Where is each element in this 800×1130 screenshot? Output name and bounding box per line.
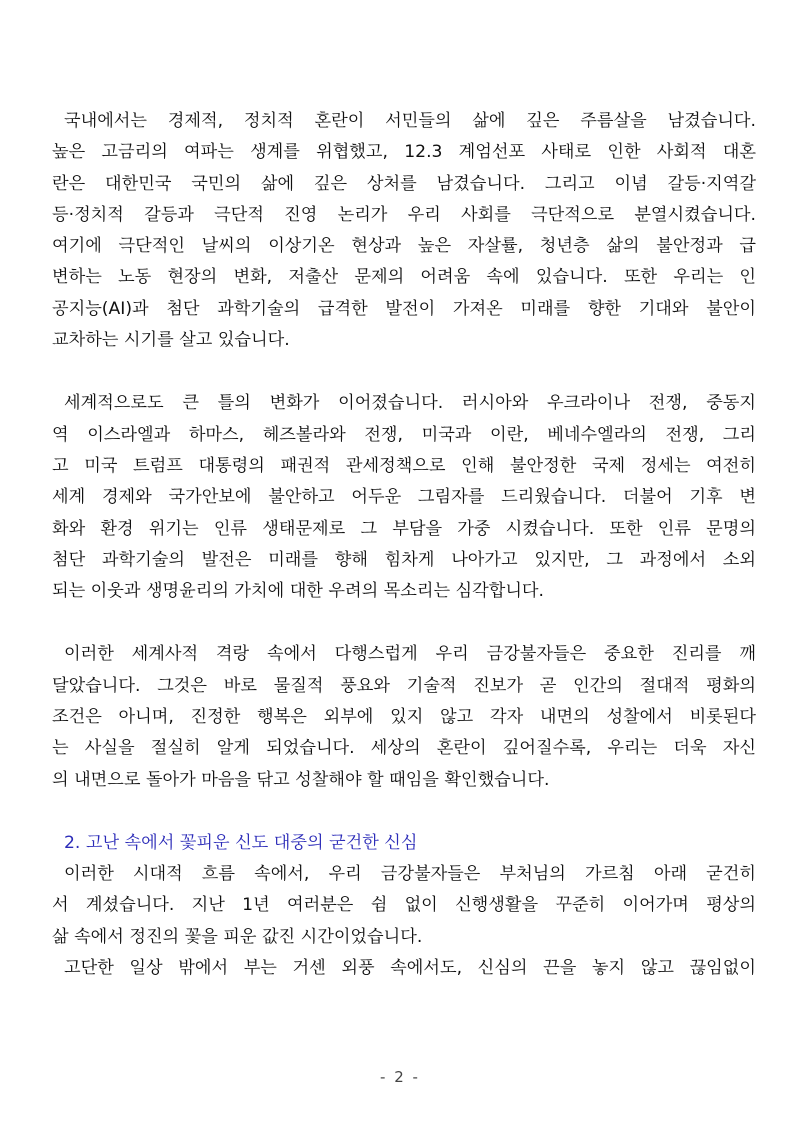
text-line: 이러한 시대적 흐름 속에서, 우리 금강불자들은 부처님의 가르침 아래 굳건히 xyxy=(64,863,756,884)
text-line: 세계적으로도 큰 틀의 변화가 이어졌습니다. 러시아와 우크라이나 전쟁, 중동지 xyxy=(64,393,756,414)
text-line: 란은 대한민국 국민의 삶에 깊은 상처를 남겼습니다. 그리고 이념 갈등·지역갈 xyxy=(52,173,756,194)
paragraph-steadfast-faith xyxy=(52,859,756,953)
text-line: 달았습니다. 그것은 바로 물질적 풍요와 기술적 진보가 곧 인간의 절대적 평화의 xyxy=(52,675,756,696)
section-heading: 2. 고난 속에서 꽃피운 신도 대중의 굳건한 신심 xyxy=(64,832,418,853)
text-line: 높은 고금리의 여파는 생계를 위협했고, 12.3 계엄선포 사태로 인한 사회적 대혼 xyxy=(52,142,756,163)
text-line: 화와 환경 위기는 인류 생태문제로 그 부담을 가중 시켰습니다. 또한 인류 문명의 xyxy=(52,518,756,539)
text-line: 첨단 과학기술의 발전은 미래를 향해 힘차게 나아가고 있지만, 그 과정에서 소외 xyxy=(52,549,756,570)
text-line: 되는 이웃과 생명윤리의 가치에 대한 우려의 목소리는 심각합니다. xyxy=(52,581,544,602)
paragraph-spacer xyxy=(52,796,756,828)
text-line: 세계 경제와 국가안보에 불안하고 어두운 그림자를 드리웠습니다. 더불어 기후 변 xyxy=(52,487,756,508)
text-line: 조건은 아니며, 진정한 행복은 외부에 있지 않고 각자 내면의 성찰에서 비롯된다 xyxy=(52,707,756,728)
text-line: 의 내면으로 돌아가 마음을 닦고 성찰해야 할 때임을 확인했습니다. xyxy=(52,769,550,790)
text-line: 삶 속에서 정진의 꽃을 피운 값진 시간이었습니다. xyxy=(52,926,423,947)
text-line: 여기에 극단적인 날씨의 이상기온 현상과 높은 자살률, 청년층 삶의 불안정과 급 xyxy=(52,236,756,257)
text-line: 교차하는 시기를 살고 있습니다. xyxy=(52,330,290,351)
paragraph-continued xyxy=(52,953,756,984)
text-line: 이러한 세계사적 격랑 속에서 다행스럽게 우리 금강불자들은 중요한 진리를 깨 xyxy=(64,644,756,665)
text-line: 등·정치적 갈등과 극단적 진영 논리가 우리 사회를 극단적으로 분열시켰습니다. xyxy=(52,204,756,225)
text-line: 국내에서는 경제적, 정치적 혼란이 서민들의 삶에 깊은 주름살을 남겼습니다. xyxy=(64,111,756,131)
paragraph-realization xyxy=(52,639,756,795)
text-line: 변하는 노동 현장의 변화, 저출산 문제의 어려움 속에 있습니다. 또한 우리는 인 xyxy=(52,267,756,288)
page-number: - 2 - xyxy=(380,1068,420,1086)
text-line: 고단한 일상 밖에서 부는 거센 외풍 속에서도, 신심의 끈을 놓지 않고 끊임없이 xyxy=(64,957,756,978)
document-body xyxy=(52,106,756,984)
paragraph-spacer xyxy=(52,356,756,388)
text-line: 는 사실을 절실히 알게 되었습니다. 세상의 혼란이 깊어질수록, 우리는 더욱 자신 xyxy=(52,738,756,759)
text-line: 고 미국 트럼프 대통령의 패권적 관세정책으로 인해 불안정한 국제 정세는 여전히 xyxy=(52,455,756,476)
paragraph-domestic-situation xyxy=(52,106,756,356)
text-line: 공지능(AI)과 첨단 과학기술의 급격한 발전이 가져온 미래를 향한 기대와 불안이 xyxy=(52,298,756,319)
text-line: 서 계셨습니다. 지난 1년 여러분은 쉼 없이 신행생활을 꾸준히 이어가며 평상의 xyxy=(52,895,756,916)
paragraph-spacer xyxy=(52,607,756,639)
text-line: 역 이스라엘과 하마스, 헤즈볼라와 전쟁, 미국과 이란, 베네수엘라의 전쟁, 그리 xyxy=(52,424,756,445)
paragraph-global-situation xyxy=(52,388,756,607)
